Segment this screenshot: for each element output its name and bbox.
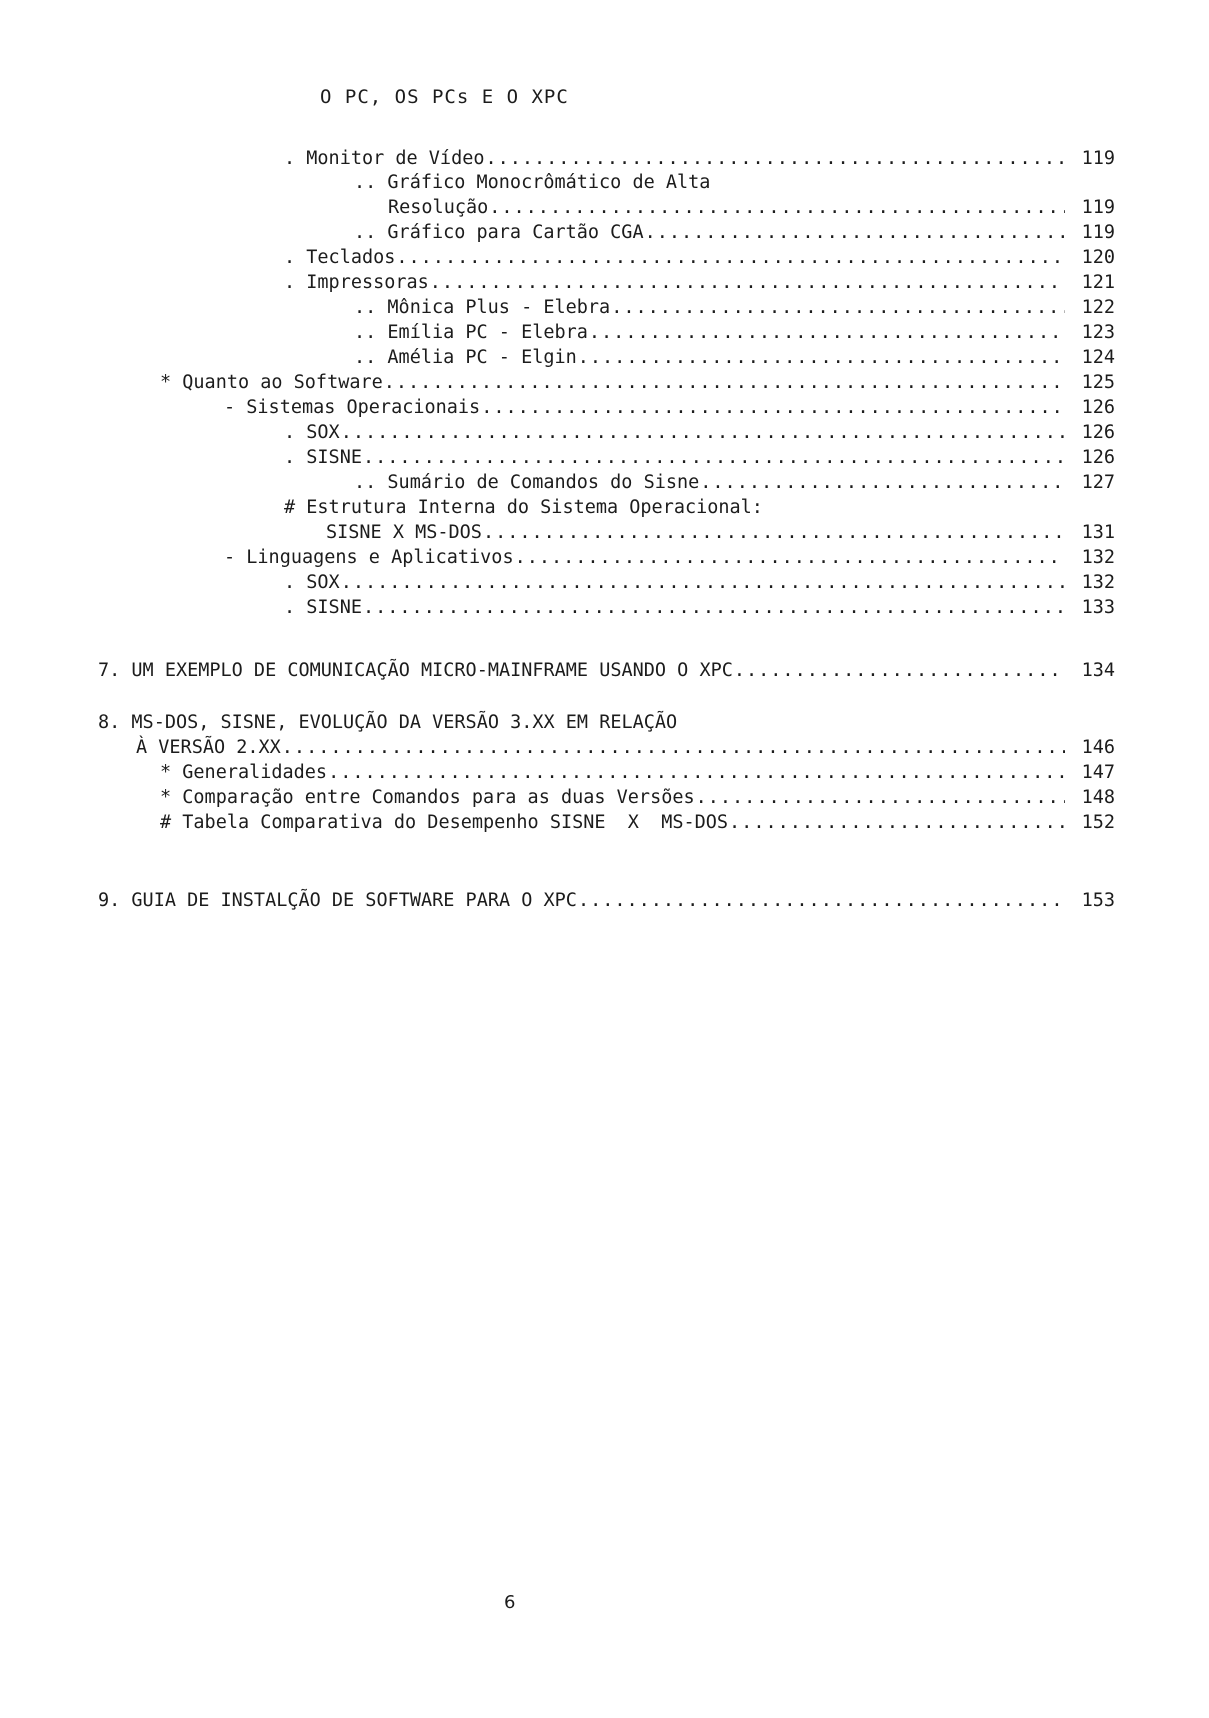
toc-entry xyxy=(160,760,1115,785)
toc-entry-label: . SISNE xyxy=(284,597,362,618)
toc-entry-label: À VERSÃO 2.XX xyxy=(136,737,281,758)
toc-leader-dots xyxy=(589,320,1065,345)
toc-entry-page: 120 xyxy=(1081,247,1115,268)
toc-entry xyxy=(284,420,1115,445)
toc-leader-dots xyxy=(396,245,1065,270)
toc-leader-dots xyxy=(282,735,1065,760)
toc-entry xyxy=(160,785,1115,810)
toc-leader-dots xyxy=(489,195,1065,220)
toc-entry xyxy=(354,345,1115,370)
page-number: 6 xyxy=(504,1592,516,1613)
toc-entry-label: - Linguagens e Aplicativos xyxy=(224,547,514,568)
toc-entry-label: 8. MS-DOS, SISNE, EVOLUÇÃO DA VERSÃO 3.XX EM RELAÇÃO xyxy=(98,712,678,733)
toc-entry xyxy=(354,295,1115,320)
toc-leader-dots xyxy=(696,785,1065,810)
toc-leader-dots xyxy=(363,595,1065,620)
toc-entry-label: .. Amélia PC - Elgin xyxy=(354,347,577,368)
toc-leader-dots xyxy=(734,658,1065,683)
toc-entry-label: . Teclados xyxy=(284,247,396,268)
toc-entry xyxy=(284,270,1115,295)
toc-entry-label: . Impressoras xyxy=(284,272,429,293)
toc-entry xyxy=(284,595,1115,620)
toc-entry-page: 148 xyxy=(1081,787,1115,808)
toc-entry xyxy=(160,370,1115,395)
toc-entry-label: Resolução xyxy=(388,197,489,218)
toc-entry xyxy=(354,170,1115,195)
toc-entry-label: * Generalidades xyxy=(160,762,328,783)
toc-entry-label: * Quanto ao Software xyxy=(160,372,383,393)
toc-entry-page: 121 xyxy=(1081,272,1115,293)
toc-entry-page: 132 xyxy=(1081,547,1115,568)
toc-chapter xyxy=(98,710,1115,735)
toc-entry xyxy=(354,320,1115,345)
toc-entry-page: 133 xyxy=(1081,597,1115,618)
toc-leader-dots xyxy=(611,295,1065,320)
toc-entry-page: 123 xyxy=(1081,322,1115,343)
toc-entry-label: .. Mônica Plus - Elebra xyxy=(354,297,611,318)
toc-entry-label: .. Gráfico para Cartão CGA xyxy=(354,222,644,243)
toc-leader-dots xyxy=(384,370,1065,395)
toc-leader-dots xyxy=(729,810,1065,835)
toc-entry-label: . SOX xyxy=(284,572,340,593)
toc-entry-page: 132 xyxy=(1081,572,1115,593)
toc-leader-dots xyxy=(578,888,1065,913)
toc-entry-label: .. Sumário de Comandos do Sisne xyxy=(354,472,700,493)
toc-entry-label: . SOX xyxy=(284,422,340,443)
toc-entry-page: 126 xyxy=(1081,447,1115,468)
toc-entry-label: 9. GUIA DE INSTALÇÃO DE SOFTWARE PARA O XPC xyxy=(98,890,577,911)
toc-entry-page: 126 xyxy=(1081,422,1115,443)
toc-entry-page: 119 xyxy=(1081,222,1115,243)
toc-entry-label: .. Gráfico Monocrômático de Alta xyxy=(354,172,711,193)
toc-entry-label: .. Emília PC - Elebra xyxy=(354,322,588,343)
toc-entry xyxy=(284,570,1115,595)
toc-leader-dots xyxy=(578,345,1065,370)
toc-entry xyxy=(224,395,1115,420)
toc-entry-label: # Tabela Comparativa do Desempenho SISNE X MS-DOS xyxy=(160,812,729,833)
toc-entry xyxy=(326,520,1115,545)
toc-leader-dots xyxy=(515,545,1065,570)
toc-entry xyxy=(160,810,1115,835)
toc-entry xyxy=(388,195,1115,220)
toc-entry-label: . SISNE xyxy=(284,447,362,468)
toc-leader-dots xyxy=(485,146,1065,171)
toc-entry-label: SISNE X MS-DOS xyxy=(326,522,482,543)
toc-entry-label: * Comparação entre Comandos para as duas Versões xyxy=(160,787,695,808)
toc-entry-page: 124 xyxy=(1081,347,1115,368)
toc-leader-dots xyxy=(341,570,1065,595)
toc-entry-page: 125 xyxy=(1081,372,1115,393)
toc-leader-dots xyxy=(341,420,1065,445)
toc-entry xyxy=(284,495,1115,520)
toc-entry-page: 146 xyxy=(1081,737,1115,758)
toc-entry xyxy=(354,220,1115,245)
toc-entry-page: 131 xyxy=(1081,522,1115,543)
toc-leader-dots xyxy=(328,760,1065,785)
toc-entry xyxy=(284,245,1115,270)
toc-leader-dots xyxy=(430,270,1065,295)
toc-entry-page: 147 xyxy=(1081,762,1115,783)
toc-entry-page: 134 xyxy=(1081,660,1115,681)
toc-entry-page: 127 xyxy=(1081,472,1115,493)
toc-entry-label: # Estrutura Interna do Sistema Operacional: xyxy=(284,497,763,518)
toc-leader-dots xyxy=(645,220,1065,245)
toc-entry-label: 7. UM EXEMPLO DE COMUNICAÇÃO MICRO-MAINFRAME USANDO O XPC xyxy=(98,660,733,681)
toc-chapter xyxy=(98,658,1115,683)
toc-entry-page: 122 xyxy=(1081,297,1115,318)
toc-entry-page: 152 xyxy=(1081,812,1115,833)
page-header-title: O PC, OS PCs E O XPC xyxy=(320,86,569,108)
toc-entry-page: 153 xyxy=(1081,890,1115,911)
toc-entry xyxy=(136,735,1115,760)
toc-entry-label: . Monitor de Vídeo xyxy=(284,148,485,169)
toc-entry-page: 119 xyxy=(1081,148,1115,169)
toc-entry-page: 119 xyxy=(1081,197,1115,218)
toc-leader-dots xyxy=(700,470,1065,495)
toc-leader-dots xyxy=(481,395,1065,420)
toc-chapter xyxy=(98,888,1115,913)
toc-entry-page: 126 xyxy=(1081,397,1115,418)
toc-leader-dots xyxy=(363,445,1065,470)
toc-entry xyxy=(284,146,1115,171)
toc-entry-label: - Sistemas Operacionais xyxy=(224,397,481,418)
toc-entry xyxy=(284,445,1115,470)
toc-entry xyxy=(354,470,1115,495)
toc-leader-dots xyxy=(483,520,1065,545)
toc-entry xyxy=(224,545,1115,570)
